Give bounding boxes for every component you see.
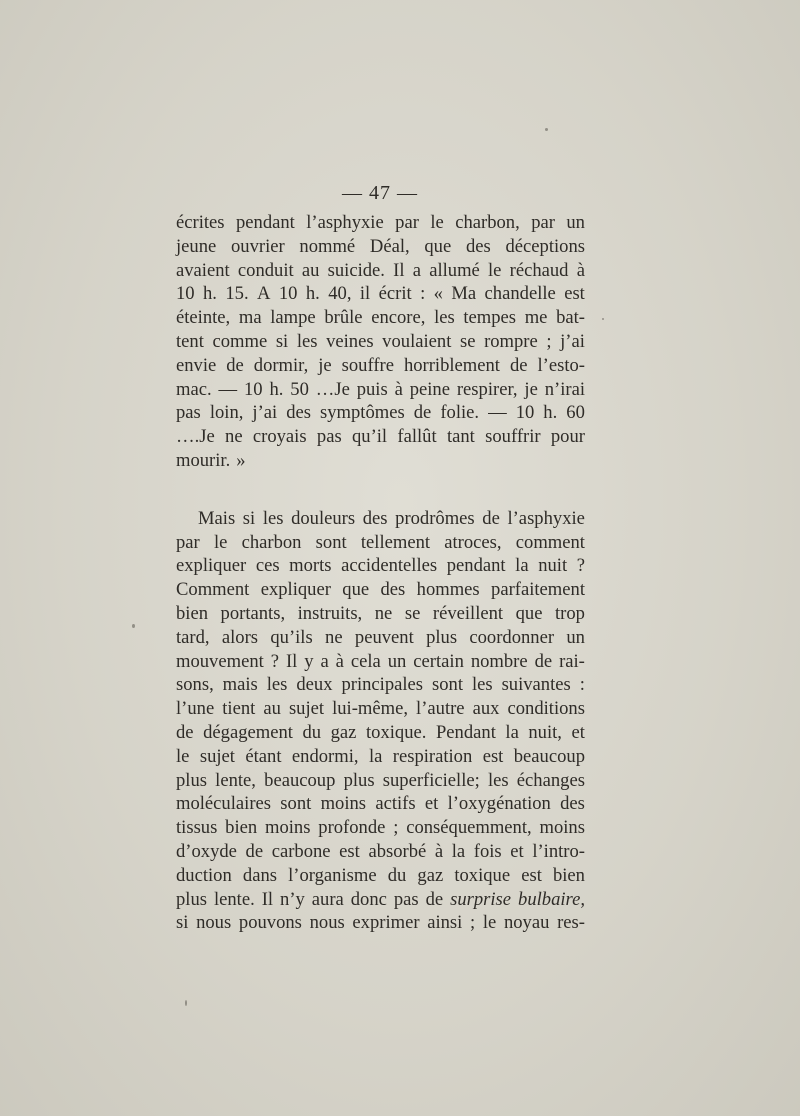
text-line: expliquer ces morts accidentelles pendant la nuit ? <box>176 555 585 577</box>
text-line: pas loin, j’ai des symptômes de folie. — 10 h. 60 <box>176 402 585 424</box>
text-line: mac. — 10 h. 50 …Je puis à peine respirer, je n’irai <box>176 378 585 400</box>
text-line: bien portants, instruits, ne se réveillent que trop <box>176 602 585 624</box>
text-line: éteinte, ma lampe brûle encore, les tempes me bat- <box>176 307 585 329</box>
text-line: ….Je ne croyais pas qu’il fallût tant souffrir pour <box>176 426 585 448</box>
text-line: plus lente, beaucoup plus superficielle; les échanges <box>176 769 585 791</box>
text-line: le sujet étant endormi, la respiration est beaucoup <box>176 745 585 767</box>
text-line: Mais si les douleurs des prodrômes de l’asphyxie <box>198 507 585 529</box>
text-line: si nous pouvons nous exprimer ainsi ; le noyau res- <box>176 912 585 934</box>
text-line: 10 h. 15. A 10 h. 40, il écrit : « Ma chandelle est <box>176 283 585 305</box>
text-line: envie de dormir, je souffre horriblement de l’esto- <box>176 354 585 376</box>
text-line: tissus bien moins profonde ; conséquemment, moins <box>176 817 585 839</box>
paper-speck <box>602 318 604 320</box>
text-line: de dégagement du gaz toxique. Pendant la nuit, et <box>176 721 585 743</box>
body-text <box>176 211 585 935</box>
text-line: Comment expliquer que des hommes parfaitement <box>176 579 585 601</box>
text-line: plus lente. Il n’y aura donc pas de surprise bulbaire, <box>176 888 585 910</box>
text-line: d’oxyde de carbone est absorbé à la fois et l’intro- <box>176 840 585 862</box>
text-line: l’une tient au sujet lui-même, l’autre aux conditions <box>176 698 585 720</box>
text-line: tard, alors qu’ils ne peuvent plus coordonner un <box>176 626 585 648</box>
paragraph <box>176 507 585 935</box>
text-line: écrites pendant l’asphyxie par le charbon, par un <box>176 212 585 233</box>
text-line: avaient conduit au suicide. Il a allumé le réchaud à <box>176 259 585 281</box>
text-line: tent comme si les veines voulaient se rompre ; j’ai <box>176 330 585 352</box>
text-line: mourir. » <box>176 449 246 471</box>
text-line: duction dans l’organisme du gaz toxique est bien <box>176 864 585 886</box>
text-line: mouvement ? Il y a à cela un certain nombre de rai- <box>176 650 585 672</box>
page-number: — 47 — <box>342 182 418 204</box>
text-line: sons, mais les deux principales sont les suivantes : <box>176 674 585 696</box>
paragraph <box>176 211 585 473</box>
text-line: jeune ouvrier nommé Déal, que des déceptions <box>176 235 585 257</box>
paper-speck <box>132 624 135 628</box>
text-line: moléculaires sont moins actifs et l’oxygénation des <box>176 793 585 815</box>
paper-speck <box>545 128 548 131</box>
text-line: par le charbon sont tellement atroces, comment <box>176 531 585 553</box>
paper-speck <box>185 1000 187 1006</box>
